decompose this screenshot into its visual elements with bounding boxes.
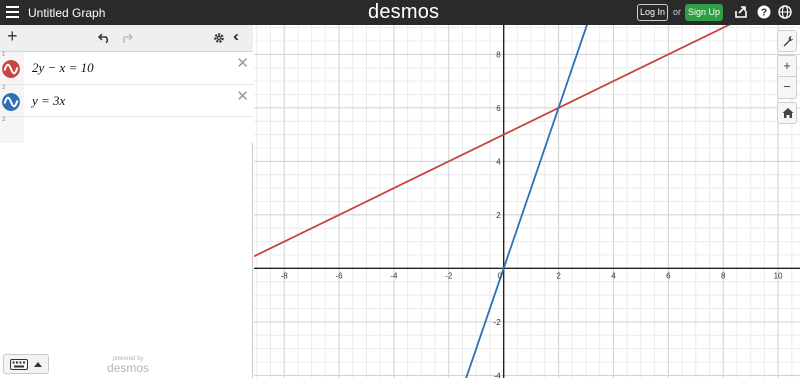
y-tick-label: 6 (496, 103, 501, 113)
expression-index: 1 (2, 52, 6, 58)
expression-index: 3 (2, 117, 6, 123)
x-tick-label: -6 (335, 271, 343, 281)
graph-style-icon[interactable] (2, 60, 20, 78)
expression-gutter (0, 117, 24, 143)
y-tick-label: 4 (496, 157, 501, 167)
delete-expression-icon[interactable]: ✕ (236, 88, 249, 105)
x-tick-label: -2 (445, 271, 453, 281)
globe-icon[interactable] (778, 5, 792, 19)
y-tick-label: -4 (493, 371, 501, 378)
x-tick-label: 10 (773, 271, 783, 281)
redo-icon[interactable] (120, 33, 133, 43)
caret-up-icon (34, 362, 42, 367)
or-label: or (673, 7, 682, 17)
powered-by-label: powered by (112, 356, 144, 362)
collapse-panel-icon[interactable]: ‹‹ (233, 28, 235, 45)
expression-index: 2 (2, 85, 6, 91)
graph-title[interactable]: Untitled Graph (28, 6, 106, 20)
expression-panel (0, 25, 253, 378)
expression-math[interactable]: 2y − x = 10 (32, 60, 94, 75)
graph-settings-button[interactable] (777, 30, 797, 52)
undo-icon[interactable] (98, 33, 111, 43)
zoom-out-button[interactable]: − (783, 79, 791, 94)
signup-button[interactable]: Sign Up (685, 4, 723, 21)
keyboard-icon (10, 359, 28, 370)
x-tick-label: 6 (666, 271, 671, 281)
graph-canvas[interactable] (254, 25, 800, 378)
powered-by (104, 356, 152, 374)
expression-gutter (0, 52, 24, 84)
tick-labels (281, 50, 783, 378)
graph-style-icon[interactable] (2, 93, 20, 111)
expression-row[interactable] (0, 52, 253, 85)
series-line (254, 25, 800, 256)
x-tick-label: 2 (556, 271, 561, 281)
share-icon[interactable] (734, 5, 748, 19)
login-button[interactable]: Log In (637, 4, 668, 21)
help-icon[interactable] (757, 5, 771, 19)
zoom-in-button[interactable]: + (778, 56, 796, 77)
powered-by-logo: desmos (106, 361, 150, 375)
add-item-icon[interactable]: + (7, 26, 18, 46)
expression-toolbar (0, 25, 253, 52)
y-tick-label: 8 (496, 50, 501, 60)
expression-row[interactable] (0, 85, 253, 117)
svg-text:?: ? (760, 7, 768, 19)
x-tick-label: 4 (611, 271, 616, 281)
delete-expression-icon[interactable]: ✕ (236, 55, 249, 72)
top-bar (0, 0, 800, 25)
wrench-icon (782, 35, 794, 47)
x-tick-label: -4 (390, 271, 398, 281)
expression-gutter (0, 85, 24, 116)
desmos-logo: desmos (368, 1, 440, 23)
keypad-toggle-button[interactable] (3, 354, 49, 374)
y-tick-label: -2 (493, 317, 501, 327)
home-icon (782, 107, 794, 119)
x-tick-label: 0 (497, 271, 502, 281)
x-tick-label: 8 (720, 271, 726, 281)
graph-plot[interactable] (254, 25, 800, 378)
menu-icon[interactable] (6, 6, 19, 18)
settings-icon[interactable] (213, 32, 225, 44)
expression-math[interactable]: y = 3x (32, 93, 66, 108)
default-viewport-button[interactable] (777, 102, 797, 124)
x-tick-label: -8 (280, 271, 288, 281)
y-tick-label: 2 (496, 210, 501, 220)
zoom-controls (777, 55, 797, 99)
expression-row-empty[interactable] (0, 117, 253, 143)
